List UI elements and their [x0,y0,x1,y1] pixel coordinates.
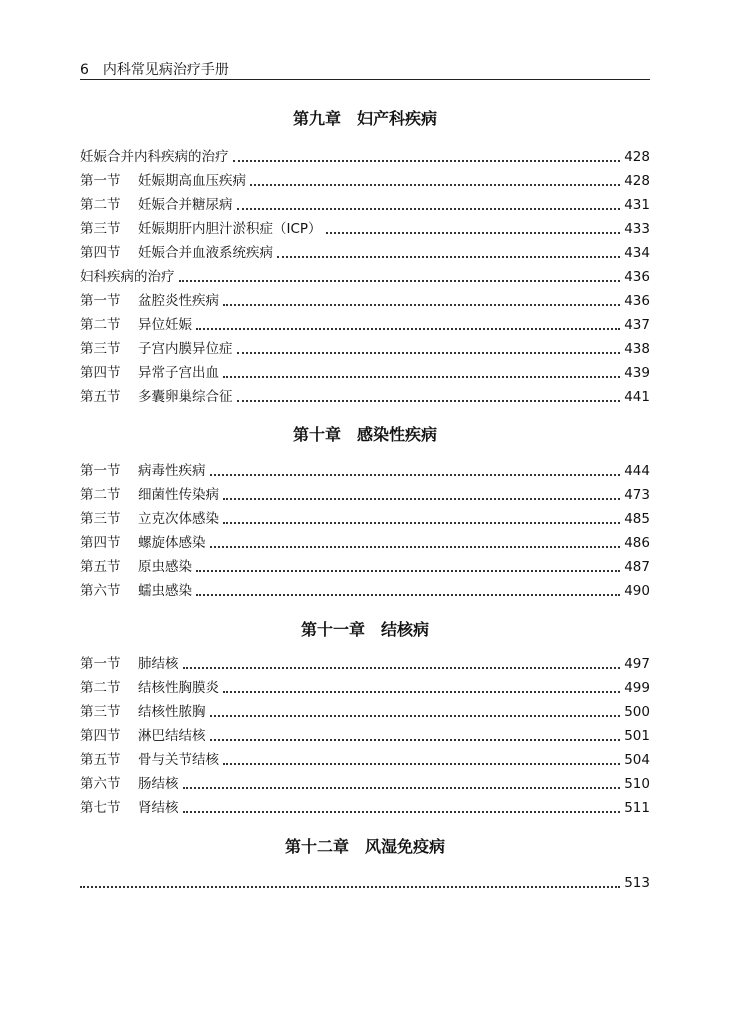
dot-leader [223,303,620,306]
dot-leader [210,714,621,717]
dot-leader [250,183,620,186]
dot-leader [223,521,620,524]
dot-leader [237,207,621,210]
toc-entry[interactable] [80,339,650,359]
chapter-title: 风湿免疫病 [365,837,446,856]
entry-page: 500 [624,704,650,720]
toc-entry[interactable] [80,873,650,893]
toc-entry[interactable] [80,219,650,239]
entry-title: 子宫内膜异位症 [138,341,233,357]
entry-title: 多囊卵巢综合征 [138,389,233,405]
section-number: 第六节 [80,583,121,599]
entry-title: 妊娠合并血液系统疾病 [138,245,273,261]
entry-title: 肠结核 [138,776,179,792]
entry-page: 436 [624,293,650,309]
entry-title: 妊娠期高血压疾病 [138,173,246,189]
section-number: 第二节 [80,197,121,213]
entry-title: 骨与关节结核 [138,752,219,768]
section-number: 第五节 [80,752,121,768]
toc-entry[interactable] [80,798,650,818]
toc-entry[interactable] [80,509,650,529]
chapter-heading [80,108,650,130]
section-number: 第三节 [80,341,121,357]
toc-entry[interactable] [80,774,650,794]
entry-title: 异位妊娠 [138,317,192,333]
entry-title: 肾结核 [138,800,179,816]
entry-title: 原虫感染 [138,559,192,575]
entry-page: 485 [624,511,650,527]
entry-page: 486 [624,535,650,551]
entry-page: 504 [624,752,650,768]
dot-leader [237,351,621,354]
running-header [80,60,650,80]
chapter-heading [80,424,650,446]
toc-entry[interactable] [80,533,650,553]
book-title: 内科常见病治疗手册 [102,62,229,78]
entry-page: 438 [624,341,650,357]
toc-entry[interactable] [80,750,650,770]
dot-leader [233,159,621,162]
dot-leader [196,593,620,596]
toc-entry[interactable] [80,461,650,481]
dot-leader [223,762,620,765]
entry-title: 病毒性疾病 [138,463,206,479]
entry-title: 妇科疾病的治疗 [80,269,175,285]
entry-title: 结核性脓胸 [138,704,206,720]
entry-title: 盆腔炎性疾病 [138,293,219,309]
dot-leader [210,545,621,548]
page-number: 6 [80,62,89,78]
toc-entry[interactable] [80,291,650,311]
toc-entry[interactable] [80,387,650,407]
section-number: 第五节 [80,559,121,575]
entry-page: 428 [624,149,650,165]
dot-leader [210,738,621,741]
entry-title: 异常子宫出血 [138,365,219,381]
section-number: 第一节 [80,656,121,672]
toc-entry[interactable] [80,315,650,335]
section-number: 第四节 [80,728,121,744]
dot-leader [223,497,620,500]
dot-leader [183,786,621,789]
entry-page: 436 [624,269,650,285]
dot-leader [80,885,620,888]
entry-title: 妊娠合并糖尿病 [138,197,233,213]
toc-entry[interactable] [80,243,650,263]
toc-entry[interactable] [80,678,650,698]
dot-leader [210,473,621,476]
dot-leader [183,666,621,669]
entry-page: 487 [624,559,650,575]
entry-page: 444 [624,463,650,479]
dot-leader [183,810,621,813]
entry-title: 肺结核 [138,656,179,672]
chapter-number: 第十章 [292,425,341,444]
entry-title: 螺旋体感染 [138,535,206,551]
toc-entry[interactable] [80,171,650,191]
section-number: 第六节 [80,776,121,792]
entry-page: 437 [624,317,650,333]
toc-entry[interactable] [80,726,650,746]
section-number: 第四节 [80,365,121,381]
chapter-number: 第十二章 [284,837,349,856]
entry-title: 妊娠期肝内胆汁淤积症（ICP） [138,221,322,237]
dot-leader [223,375,620,378]
entry-title: 结核性胸膜炎 [138,680,219,696]
dot-leader [237,399,621,402]
dot-leader [179,279,621,282]
dot-leader [196,569,620,572]
toc-entry[interactable] [80,485,650,505]
entry-page: 433 [624,221,650,237]
toc-entry[interactable] [80,363,650,383]
section-number: 第三节 [80,221,121,237]
entry-page: 439 [624,365,650,381]
entry-page: 473 [624,487,650,503]
toc-entry[interactable] [80,147,650,167]
chapter-title: 妇产科疾病 [357,109,438,128]
chapter-title: 感染性疾病 [357,425,438,444]
chapter-number: 第十一章 [300,620,365,639]
entry-title: 妊娠合并内科疾病的治疗 [80,149,229,165]
chapter-heading [80,836,650,858]
entry-page: 497 [624,656,650,672]
entry-page: 511 [624,800,650,816]
entry-title: 蠕虫感染 [138,583,192,599]
section-number: 第三节 [80,704,121,720]
chapter-number: 第九章 [292,109,341,128]
dot-leader [326,231,620,234]
section-number: 第一节 [80,293,121,309]
toc-entry[interactable] [80,654,650,674]
section-number: 第一节 [80,463,121,479]
entry-page: 510 [624,776,650,792]
section-number: 第五节 [80,389,121,405]
dot-leader [277,255,620,258]
entry-title: 淋巴结结核 [138,728,206,744]
entry-page: 441 [624,389,650,405]
section-number: 第二节 [80,487,121,503]
section-number: 第七节 [80,800,121,816]
entry-title: 立克次体感染 [138,511,219,527]
entry-title: 细菌性传染病 [138,487,219,503]
section-number: 第四节 [80,245,121,261]
entry-page: 501 [624,728,650,744]
toc-entry[interactable] [80,267,650,287]
dot-leader [196,327,620,330]
chapter-heading [80,619,650,641]
toc-entry[interactable] [80,581,650,601]
section-number: 第四节 [80,535,121,551]
entry-page: 513 [624,875,650,891]
toc-entry[interactable] [80,195,650,215]
toc-entry[interactable] [80,702,650,722]
section-number: 第三节 [80,511,121,527]
section-number: 第二节 [80,317,121,333]
entry-page: 490 [624,583,650,599]
toc-entry[interactable] [80,557,650,577]
entry-page: 431 [624,197,650,213]
section-number: 第二节 [80,680,121,696]
entry-page: 434 [624,245,650,261]
entry-page: 499 [624,680,650,696]
header-rule [80,79,650,80]
chapter-title: 结核病 [381,620,430,639]
section-number: 第一节 [80,173,121,189]
entry-page: 428 [624,173,650,189]
dot-leader [223,690,620,693]
